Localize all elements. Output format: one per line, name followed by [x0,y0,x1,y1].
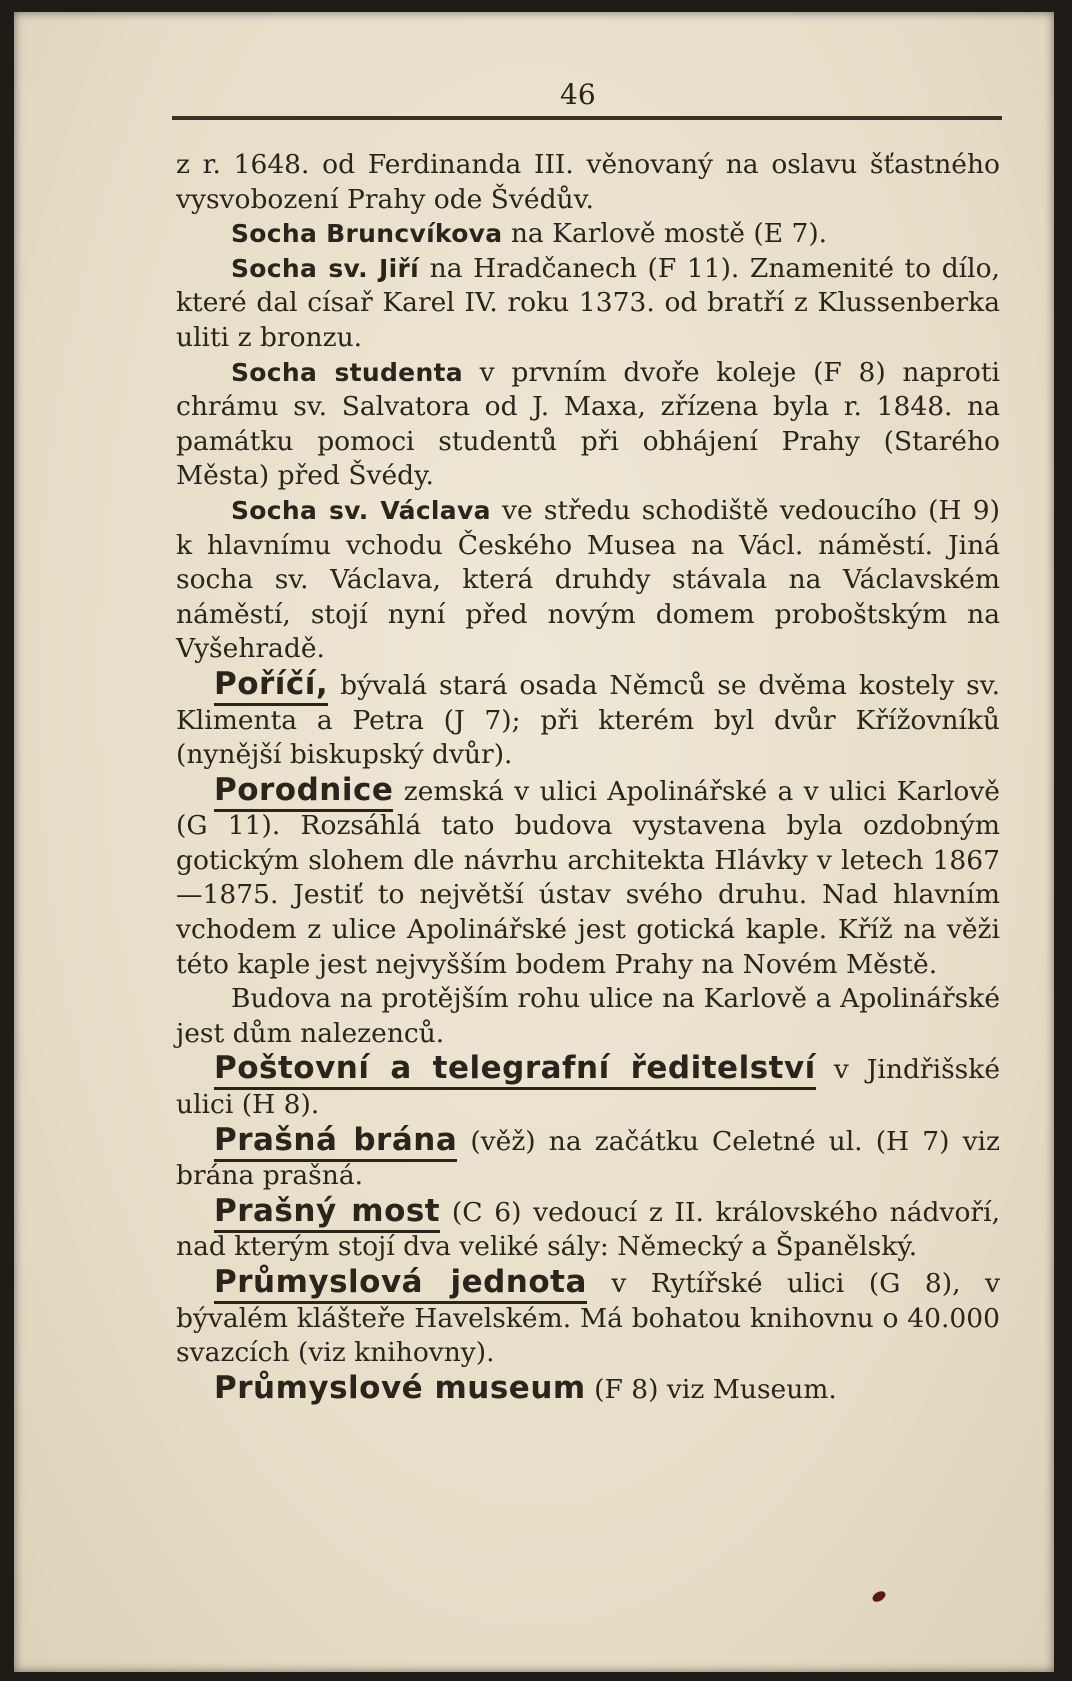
entry-lead: Socha sv. Václava [231,495,491,525]
entry-prumyslova-jednota: Průmyslová jednota v Rytířské ulici (G 8), v bývalém klášteře Havelském. Má bohatou knihovnu o 40.000 svazcích (viz knihovny). [176,1264,1000,1369]
entry-heading: Průmyslové museum [214,1369,586,1406]
entry-heading: Porodnice [214,772,393,812]
entry-porici: Poříčí, bývalá stará osada Němců se dvěma kostely sv. Klimenta a Petra (J 7); při kterém byl dvůr Křížovníků (nynější biskupský dvůr). [176,665,1000,771]
entry-heading: Průmyslová jednota [214,1264,587,1304]
entry-postovni-reditelstvi: Poštovní a telegrafní ředitelství v Jindřišské ulici (H 8). [176,1050,1001,1121]
entry-socha-bruncvikova: Socha Bruncvíkova na Karlově mostě (E 7). [231,218,828,250]
entry-lead: Socha Bruncvíkova [231,219,503,249]
entry-heading: Prašný most [214,1193,440,1233]
entry-socha-sv-vaclava: Socha sv. Václava ve středu schodiště vedoucího (H 9) k hlavnímu vchodu Českého Musea na Václ. náměstí. Jiná socha sv. Václava, která druhdy stávala na Václavském náměstí, stojí nyní před novým domem proboštským na Vyšehradě. [176,494,1000,665]
entry-porodnice: Porodnice zemská v ulici Apolinářské a v ulici Karlově (G 11). Rozsáhlá tato budova vystavena byla ozdobným gotickým slohem dle návrhu architekta Hlávky v letech 1867—1875. Jestiť to největší ústav svého druhu. Nad hlavním vchodem z ulice Apolinářské jest gotická kaple. Kříž na věži této kaple jest nejvyšším bodem Prahy na Novém Městě. [176,771,1000,980]
entry-prasna-brana: Prašná brána (věž) na začátku Celetné ul. (H 7) viz brána prašná. [176,1121,1000,1192]
entry-socha-studenta: Socha studenta v prvním dvoře koleje (F 8) naproti chrámu sv. Salvatora od J. Maxa, zřízena byla r. 1848. na památku pomoci studentů při obhájení Prahy (Starého Města) před Švédy. [176,356,1000,492]
entry-prumyslove-museum: Průmyslové museum (F 8) viz Museum. [214,1369,837,1406]
entry-lead: Socha studenta [231,357,463,387]
entry-heading: Poštovní a telegrafní ředitelství [214,1050,816,1090]
entry-socha-sv-jiri: Socha sv. Jiří na Hradčanech (F 11). Znamenité to dílo, které dal císař Karel IV. roku 1373. od bratří z Klussenberka uliti z bronzu. [176,252,1000,353]
paragraph-budova: Budova na protějším rohu ulice na Karlově a Apolinářské jest dům nalezenců. [176,983,1000,1049]
page-number: 46 [560,78,596,111]
paragraph-continuation: z r. 1648. od Ferdinanda III. věnovaný na oslavu šťastného vysvobození Prahy ode Švédův. [176,149,1000,215]
page-text [176,148,1000,1407]
header-rule [172,116,1002,120]
entry-lead: Socha sv. Jiří [231,253,420,283]
entry-prasny-most: Prašný most (C 6) vedoucí z II. královského nádvoří, nad kterým stojí dva veliké sály: Německý a Španělský. [176,1192,1000,1263]
entry-heading: Prašná brána [214,1122,457,1162]
entry-heading: Poříčí, [214,666,328,706]
